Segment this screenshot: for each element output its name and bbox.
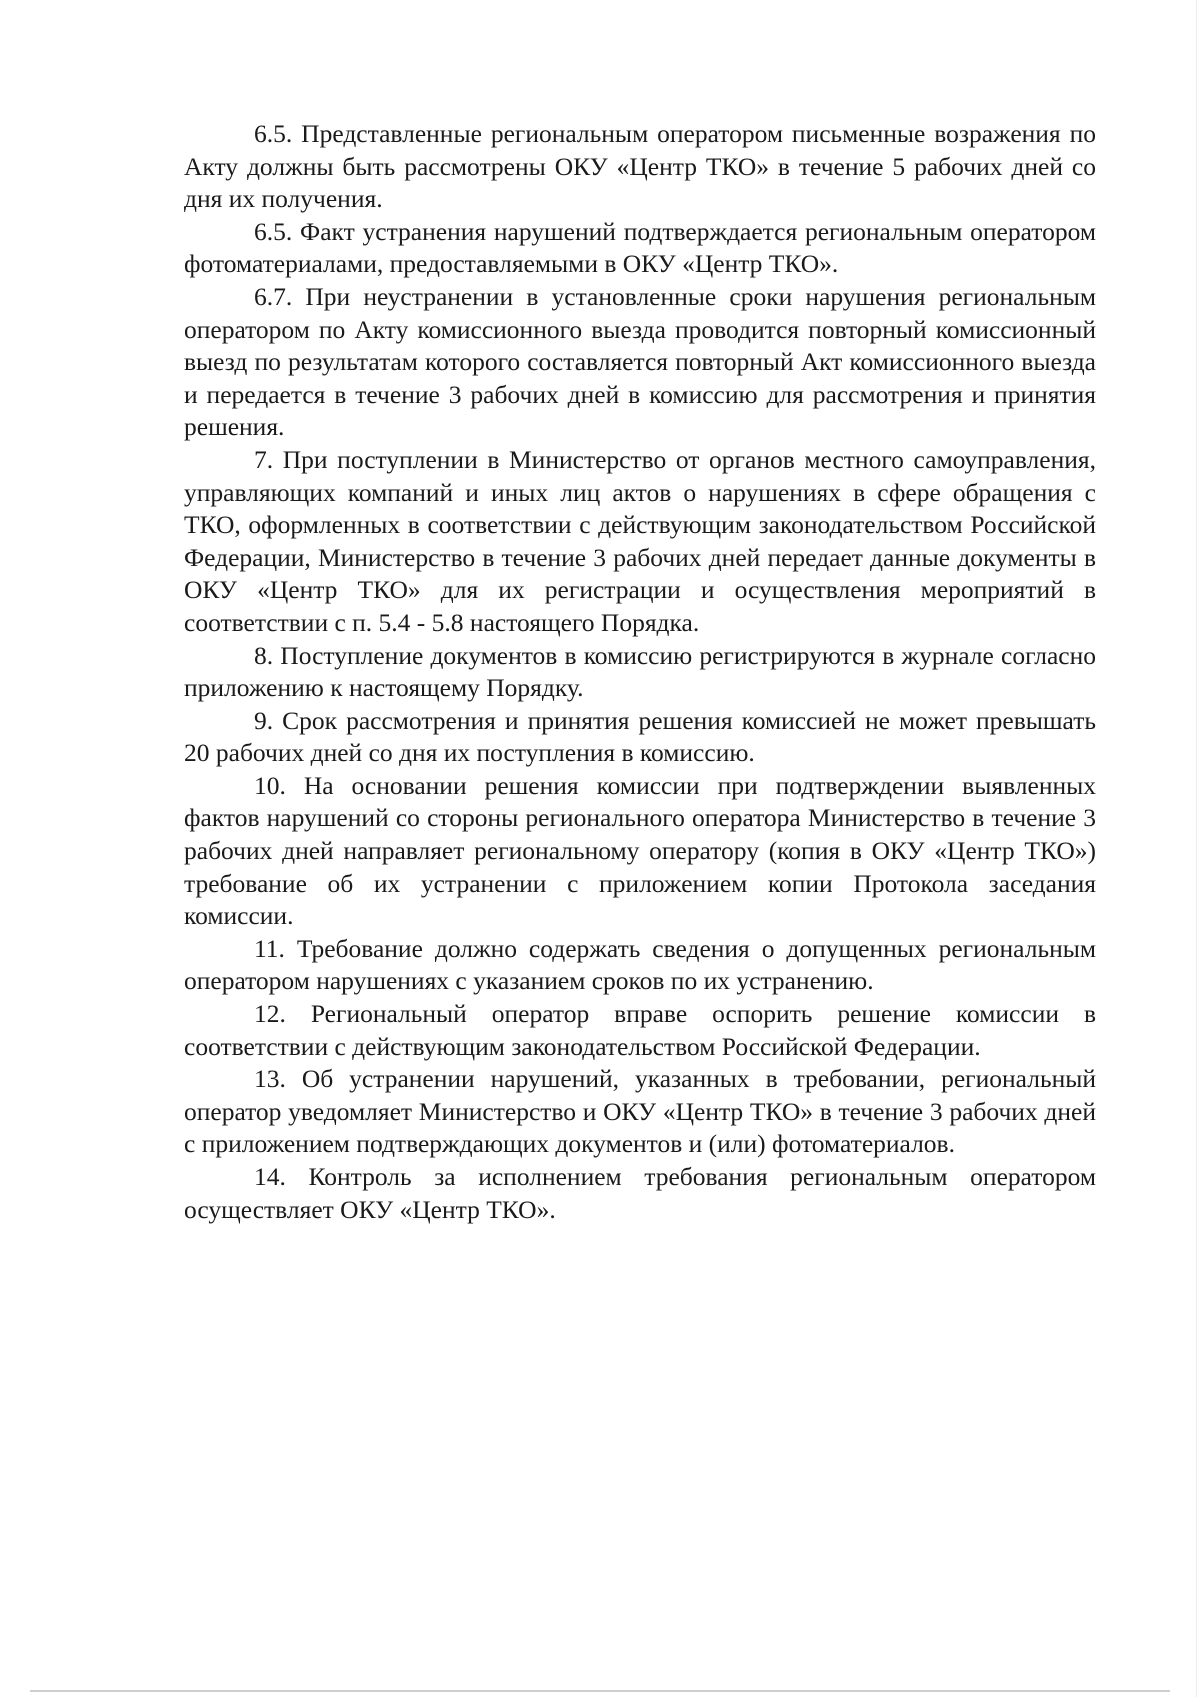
paragraph-9: 9. Срок рассмотрения и принятия решения комиссией не может превышать 20 рабочих дней со дня их поступления в комиссию. [184, 705, 1096, 768]
paragraph-6-5-objections: 6.5. Представленные региональным оператором письменные возражения по Акту должны быть рассмотрены ОКУ «Центр ТКО» в течение 5 рабочих дней со дня их получения. [184, 119, 1096, 214]
paragraph-6-7: 6.7. При неустранении в установленные сроки нарушения региональным оператором по Акту комиссионного выезда проводится повторный комиссионный выезд по результатам которого составляется повторный Акт комиссионного выезда и передается в течение 3 рабочих дней в комиссию для рассмотрения и принятия решения. [184, 281, 1096, 442]
paragraph-6-5-elimination-fact: 6.5. Факт устранения нарушений подтверждается региональным оператором фотоматериалами, предоставляемыми в ОКУ «Центр ТКО». [184, 216, 1096, 279]
scan-edge-line-right [1196, 0, 1197, 1697]
paragraph-14: 14. Контроль за исполнением требования региональным оператором осуществляет ОКУ «Центр ТКО». [184, 1162, 1096, 1224]
paragraph-12: 12. Региональный оператор вправе оспорить решение комиссии в соответствии с действующим законодательством Российской Федерации. [184, 999, 1096, 1061]
paragraph-10: 10. На основании решения комиссии при подтверждении выявленных фактов нарушений со стороны регионального оператора Министерство в течение 3 рабочих дней направляет региональному оператору (копия в ОКУ «Центр ТКО») требование об их устранении с приложением копии Протокола заседания комиссии. [184, 770, 1096, 931]
paragraph-11: 11. Требование должно содержать сведения о допущенных региональным оператором нарушениях с указанием сроков по их устранению. [184, 933, 1096, 996]
paragraph-8: 8. Поступление документов в комиссию регистрируются в журнале согласно приложению к настоящему Порядку. [184, 640, 1096, 703]
paragraph-7: 7. При поступлении в Министерство от органов местного самоуправления, управляющих компаний и иных лиц актов о нарушениях в сфере обращения с ТКО, оформленных в соответствии с действующим законодательством Российской Федерации, Министерство в течение 3 рабочих дней передает данные документы в ОКУ «Центр ТКО» для их регистрации и осуществления мероприятий в соответствии с п. 5.4 - 5.8 настоящего Порядка. [184, 444, 1096, 637]
scan-edge-line-bottom [30, 1690, 1170, 1692]
paragraph-13: 13. Об устранении нарушений, указанных в требовании, региональный оператор уведомляет Министерство и ОКУ «Центр ТКО» в течение 3 рабочих дней с приложением подтверждающих документов и (или) фотоматериалов. [184, 1064, 1096, 1159]
document-body [184, 118, 1096, 1226]
